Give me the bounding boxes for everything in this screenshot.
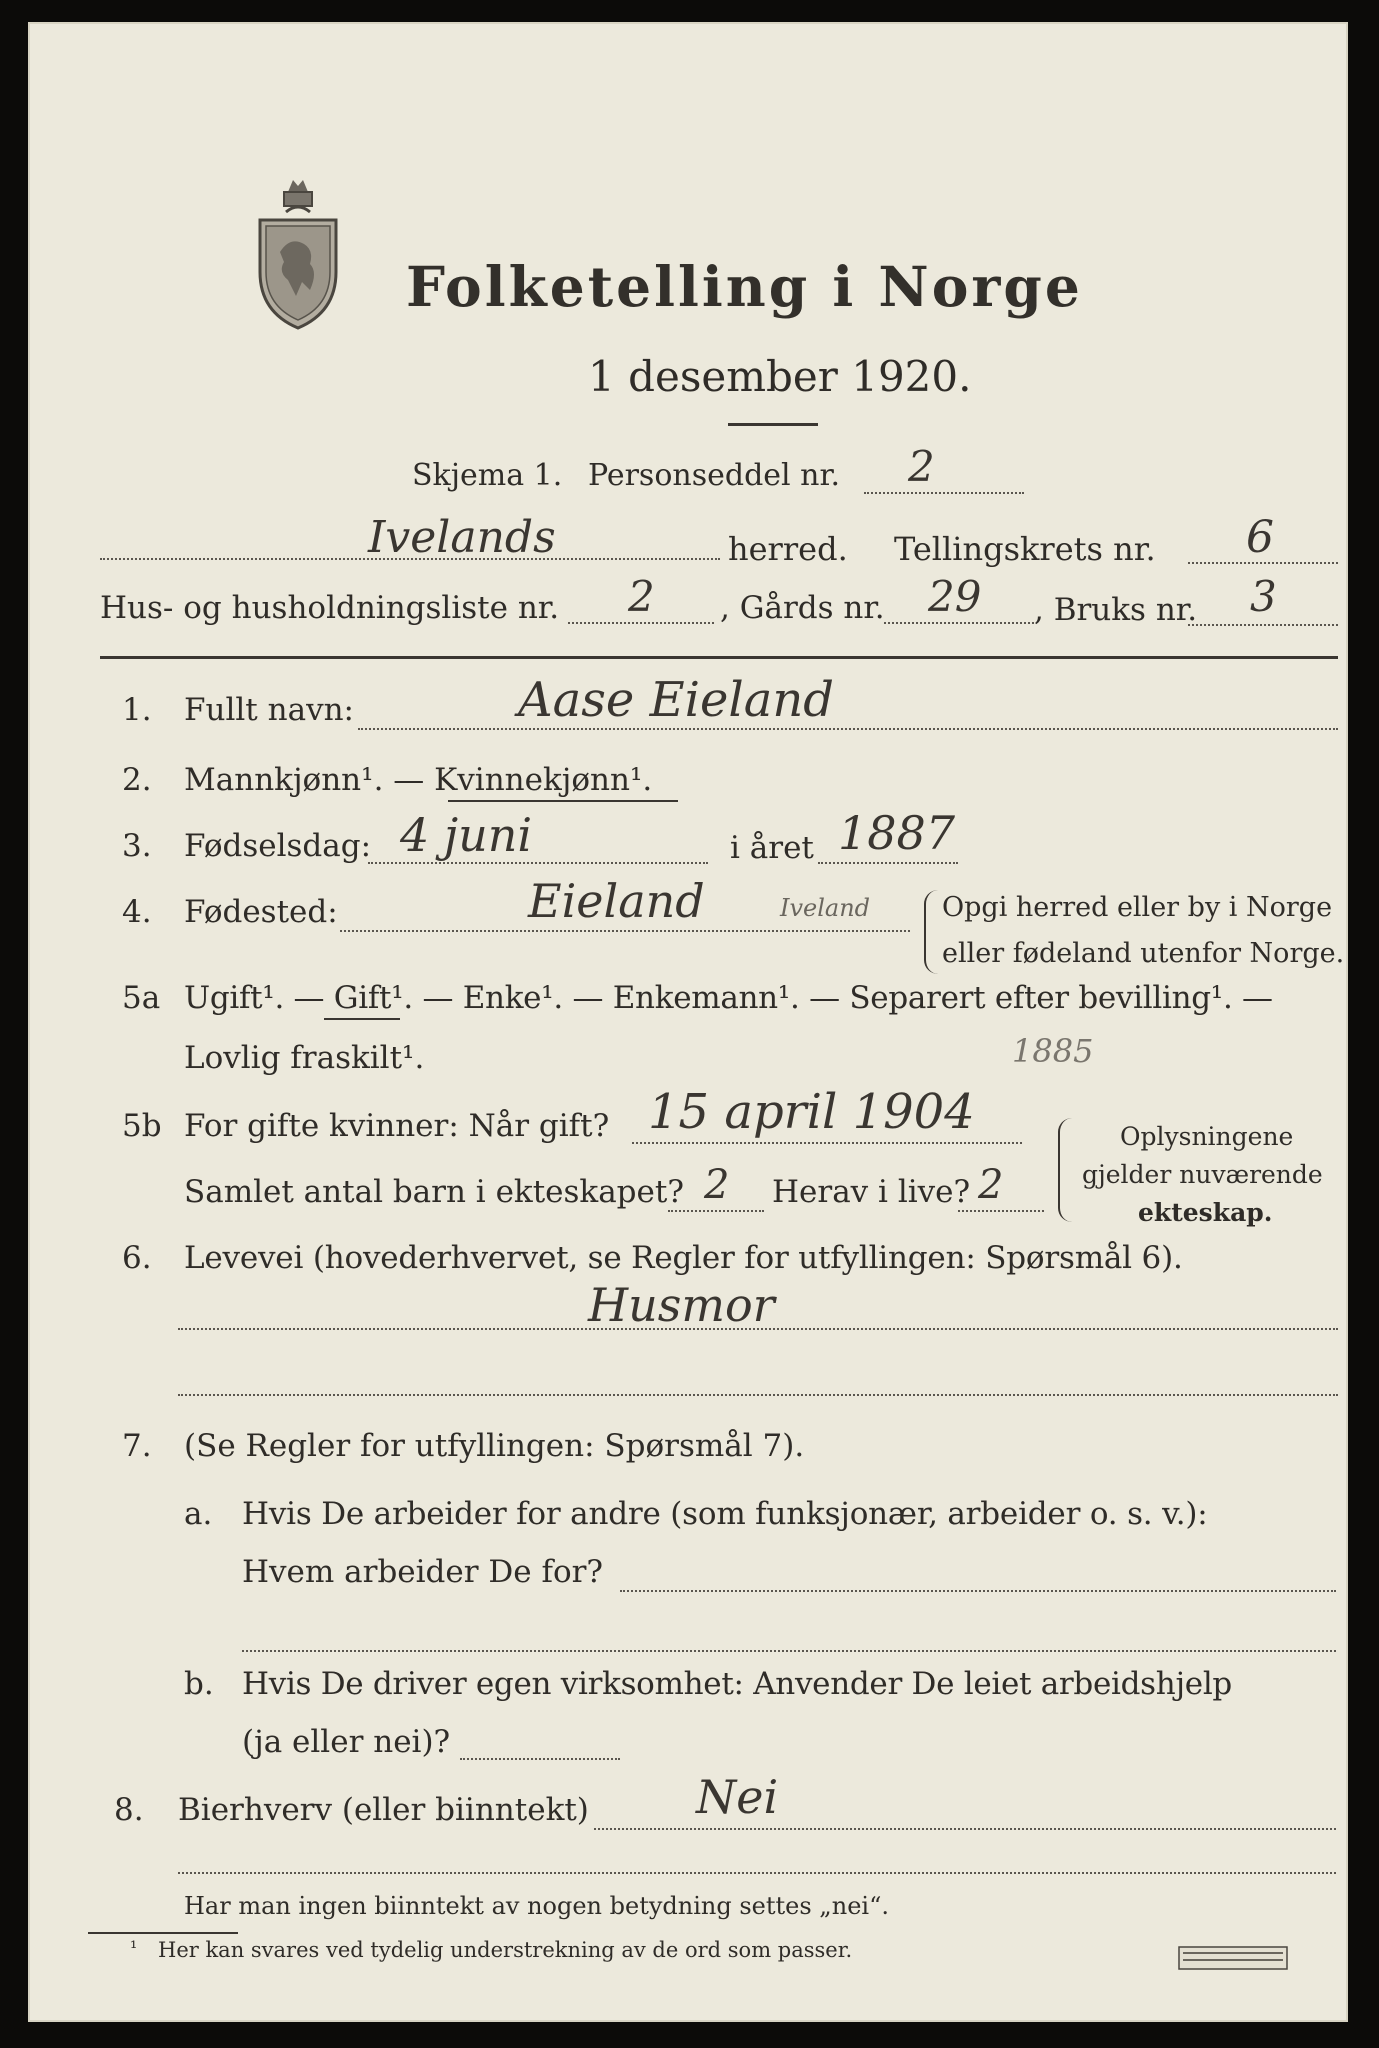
- q5b-note-line3: ekteskap.: [1138, 1198, 1273, 1227]
- q7b-label-line2: (ja eller nei)?: [242, 1724, 451, 1760]
- q4-label: Fødested:: [184, 894, 338, 930]
- tellingskrets-value[interactable]: 6: [1246, 512, 1274, 563]
- footnote-text: Her kan svares ved tydelig understrekning av de ord som passer.: [158, 1938, 853, 1962]
- q5a-label: Ugift¹. — Gift¹. — Enke¹. — Enkemann¹. — Separert efter bevilling¹. —: [184, 980, 1273, 1016]
- q4-note-line2: eller fødeland utenfor Norge.: [942, 938, 1345, 969]
- q4-number: 4.: [122, 894, 152, 930]
- husliste-value[interactable]: 2: [628, 572, 655, 621]
- q7b-label: Hvis De driver egen virksomhet: Anvender De leiet arbeidshjelp: [242, 1666, 1232, 1702]
- q5b-number: 5b: [122, 1108, 162, 1144]
- note-nei: Har man ingen biinntekt av nogen betydning settes „nei“.: [184, 1892, 889, 1920]
- q3-year-line: [818, 862, 958, 864]
- bruks-value[interactable]: 3: [1250, 572, 1277, 621]
- q7a-line2[interactable]: [242, 1650, 1336, 1652]
- q1-value[interactable]: Aase Eieland: [518, 672, 834, 728]
- q5a-margin-note: 1885: [1012, 1032, 1094, 1070]
- q7a-line1[interactable]: [620, 1590, 1336, 1592]
- q4-value[interactable]: Eieland: [528, 874, 705, 928]
- q6-number: 6.: [122, 1240, 152, 1276]
- q1-line: [358, 728, 1338, 730]
- bruks-label: , Bruks nr.: [1034, 592, 1198, 628]
- q2-underline-kvinnekjonn: [448, 800, 678, 802]
- gards-line: [884, 622, 1034, 624]
- q8-value[interactable]: Nei: [696, 1770, 779, 1824]
- q7-label: (Se Regler for utfyllingen: Spørsmål 7).: [184, 1428, 805, 1464]
- gards-label: , Gårds nr.: [720, 590, 885, 626]
- q3-number: 3.: [122, 828, 152, 864]
- q1-number: 1.: [122, 692, 152, 728]
- q5b-note-line2: gjelder nuværende: [1082, 1160, 1323, 1189]
- q6-value[interactable]: Husmor: [588, 1278, 775, 1332]
- q4-note-line1: Opgi herred eller by i Norge: [942, 892, 1333, 923]
- q5b-children-value[interactable]: 2: [704, 1162, 730, 1208]
- bruks-line: [1188, 624, 1338, 626]
- q5b-alive-value[interactable]: 2: [978, 1162, 1004, 1208]
- census-form: [28, 22, 1348, 2022]
- q5b-value[interactable]: 15 april 1904: [648, 1084, 975, 1140]
- q4-value-correction[interactable]: Iveland: [780, 894, 871, 922]
- personseddel-line: [864, 492, 1024, 494]
- herred-line: [100, 558, 720, 560]
- q5b-alive-line: [958, 1210, 1044, 1212]
- q4-brace: [924, 890, 940, 974]
- personseddel-value[interactable]: 2: [908, 442, 935, 491]
- gards-value[interactable]: 29: [928, 572, 982, 621]
- q5b-alive-label: Herav i live?: [772, 1174, 971, 1210]
- q5b-children-line: [668, 1210, 764, 1212]
- q7-number: 7.: [122, 1428, 152, 1464]
- q7b-line[interactable]: [460, 1758, 620, 1760]
- tellingskrets-label: Tellingskrets nr.: [894, 530, 1156, 568]
- header-rule: [100, 656, 1338, 659]
- q5b-children-label: Samlet antal barn i ekteskapet?: [184, 1174, 684, 1210]
- census-date: 1 desember 1920.: [588, 352, 972, 401]
- tellingskrets-line: [1188, 562, 1338, 564]
- q3-label: Fødselsdag:: [184, 828, 372, 864]
- q7a-number: a.: [184, 1496, 213, 1532]
- q7b-number: b.: [184, 1666, 214, 1702]
- q8-label: Bierhverv (eller biinntekt): [178, 1792, 589, 1828]
- q3-year-value[interactable]: 1887: [838, 806, 956, 860]
- q8-line2: [178, 1872, 1336, 1874]
- norwegian-coat-of-arms: [248, 172, 348, 332]
- q2-number: 2.: [122, 762, 152, 798]
- q6-line1: [178, 1328, 1338, 1330]
- herred-label: herred.: [728, 530, 848, 568]
- husliste-line: [568, 622, 714, 624]
- husliste-label: Hus- og husholdningsliste nr.: [100, 590, 560, 626]
- q8-line1: [594, 1828, 1336, 1830]
- q5b-line: [632, 1142, 1022, 1144]
- q4-line: [340, 930, 910, 932]
- q8-number: 8.: [114, 1792, 144, 1828]
- q6-line2: [178, 1394, 1338, 1396]
- q6-label: Levevei (hovederhvervet, se Regler for utfyllingen: Spørsmål 6).: [184, 1240, 1183, 1276]
- q1-label: Fullt navn:: [184, 692, 354, 728]
- q3-value[interactable]: 4 juni: [400, 808, 533, 862]
- q7a-label-line2: Hvem arbeider De for?: [242, 1554, 604, 1590]
- q7a-label: Hvis De arbeider for andre (som funksjonær, arbeider o. s. v.):: [242, 1496, 1208, 1532]
- q3-year-label: i året: [730, 830, 814, 866]
- q5a-underline-gift: [324, 1018, 400, 1020]
- q3-line: [368, 862, 708, 864]
- schema-label: Skjema 1.: [412, 458, 563, 493]
- q5b-brace: [1058, 1118, 1074, 1222]
- q5b-label: For gifte kvinner: Når gift?: [184, 1108, 610, 1144]
- q2-label: Mannkjønn¹. — Kvinnekjønn¹.: [184, 762, 653, 798]
- form-title: Folketelling i Norge: [406, 254, 1083, 319]
- q5b-note-line1: Oplysningene: [1120, 1122, 1294, 1151]
- printer-stamp: [1178, 1946, 1288, 1970]
- q5a-label-line2: Lovlig fraskilt¹.: [184, 1040, 425, 1076]
- footnote-rule: [88, 1932, 238, 1934]
- q5a-number: 5a: [122, 980, 161, 1016]
- title-divider: [728, 423, 818, 426]
- footnote-mark: ¹: [130, 1938, 138, 1959]
- herred-value[interactable]: Ivelands: [368, 512, 556, 563]
- personseddel-label: Personseddel nr.: [588, 458, 841, 493]
